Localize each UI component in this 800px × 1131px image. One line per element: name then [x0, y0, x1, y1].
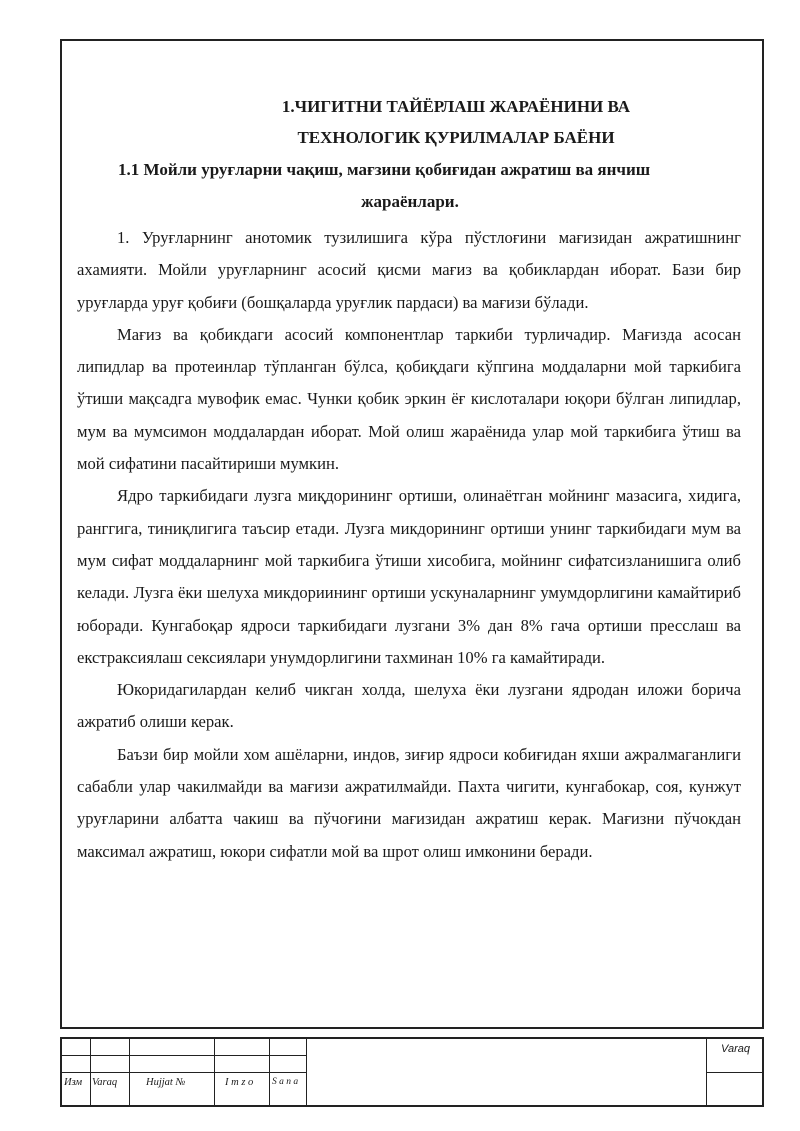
chapter-title-line1: 1.ЧИГИТНИ ТАЙЁРЛАШ ЖАРАЁНИНИ ВА: [281, 97, 631, 116]
stamp-sana-label: S a n a: [272, 1077, 299, 1087]
stamp-imzo-label: I m z o: [225, 1077, 254, 1088]
section-title-line2: жараёнлари.: [361, 192, 459, 211]
stamp-col-line: [129, 1039, 130, 1105]
paragraph: Мағиз ва қобикдаги асосий компонентлар таркиби турличадир. Мағизда асосан липидлар ва протеинлар тўпланган бўлса, қобиқдаги кўпгина моддаларни мой таркибига ўтиши мақсадга мувофик емас. Чунки қобик эркин ёғ кислоталари юқори бўлган липидлар, мум ва мумсимон моддалардан иборат. Мой олиш жараёнида улар мой таркибига ўтиш ва мой сифатини пасайтириши мумкин.: [77, 324, 741, 474]
paragraph: Юкоридагилардан келиб чикган холда, шелуха ёки лузгани ядродан иложи борича ажратиб олиши керак.: [77, 680, 741, 732]
section-title-line1: 1.1 Мойли уруғларни чақиш, мағзини қобиғидан ажратиш ва янчиш: [118, 160, 651, 179]
paragraph: Ядро таркибидаги лузга миқдорининг ортиши, олинаётган мойнинг мазасига, хидига, ранггига, тиниқлигига таъсир етади. Лузга микдорининг ортиши унинг таркибидаги мум ва мум сифат моддаларнинг мой таркибига ўтиши хисобига, мойнинг сифатсизланишига олиб келади. Лузга ёки шелуха микдориининг ортиши ускуналарнинг умумдорлигини камайтириб юборади. Кунгабоқар ядроси таркибидаги лузгани 3% дан 8% гача ортиши пресслаш ва екстраксиялаш сексиялари унумдорлигини тахминан 10% га камайтиради.: [77, 486, 741, 667]
stamp-row-line: [706, 1072, 764, 1073]
stamp-col-line: [214, 1039, 215, 1105]
title-block-stamp: [60, 1037, 764, 1107]
paragraph: Баъзи бир мойли хом ашёларни, индов, зиғир ядроси кобиғидан яхши ажралмаганлиги сабабли улар чакилмайди ва мағизи ажратилмайди. Пахта чигити, кунгабокар, соя, кунжут уруғларини албатта чакиш ва пўчоғини мағизидан ажратиш керак. Мағизни пўчокдан максимал ажратиш, юкори сифатли мой ва шрот олиш имконини беради.: [77, 744, 741, 861]
chapter-title-line2: ТЕХНОЛОГИК ҚУРИЛМАЛАР БАЁНИ: [297, 128, 615, 147]
stamp-izm-label: Изм: [64, 1077, 83, 1088]
paragraph: 1. Уруғларнинг анотомик тузилишига кўра пўстлоғини мағизидан ажратишнинг ахамияти. Мойли уруғларнинг асосий қисми мағиз ва қобиклардан иборат. Бази бир уруғларда уруғ қобиғи (бошқаларда уруғлик пардаси) ва мағизи бўлади.: [77, 228, 741, 312]
stamp-varaq-label: Varaq: [92, 1077, 118, 1088]
stamp-col-line: [269, 1039, 270, 1105]
sheet-number-label: Varaq: [721, 1043, 750, 1055]
body-text: [77, 222, 741, 868]
stamp-hujjat-label: Hujjat №: [146, 1077, 186, 1088]
stamp-col-line: [90, 1039, 91, 1105]
stamp-col-line: [306, 1039, 307, 1105]
